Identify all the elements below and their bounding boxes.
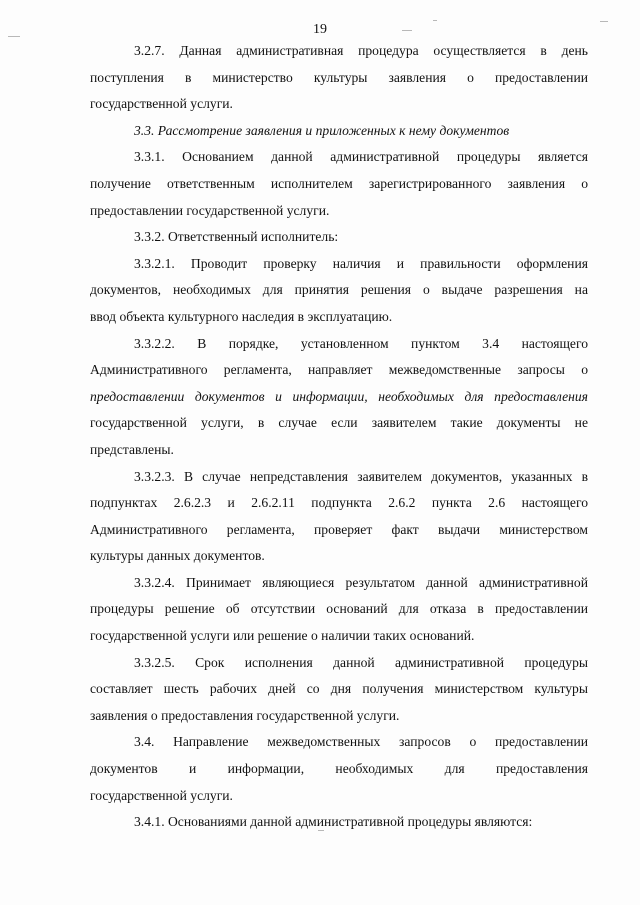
text-line: поступления в министерство культуры заявления о предоставлении bbox=[90, 69, 588, 85]
text-line: Административного регламента, проверяет факт выдачи министерством bbox=[90, 521, 588, 537]
text-line: составляет шесть рабочих дней со дня получения министерством культуры bbox=[90, 681, 588, 697]
text-line: государственной услуги или решение о наличии таких оснований. bbox=[90, 628, 475, 644]
text-line: получение ответственным исполнителем зарегистрированного заявления о bbox=[90, 175, 588, 191]
paragraph bbox=[90, 331, 588, 464]
section-heading bbox=[90, 118, 588, 145]
text-line: государственной услуги. bbox=[90, 96, 233, 112]
paragraph bbox=[90, 570, 588, 650]
text-line: 3.3.2. Ответственный исполнитель: bbox=[134, 229, 339, 245]
paragraph bbox=[90, 224, 588, 251]
scan-speck bbox=[600, 21, 608, 22]
scan-speck bbox=[8, 36, 20, 37]
scan-speck bbox=[402, 30, 412, 31]
text-line: предоставлении государственной услуги. bbox=[90, 202, 330, 218]
page-number: 19 bbox=[313, 22, 327, 37]
paragraph bbox=[90, 809, 588, 836]
scan-speck bbox=[433, 20, 437, 21]
text-line: ввод объекта культурного наследия в эксплуатацию. bbox=[90, 308, 393, 324]
text-line: заявления о предоставления государственной услуги. bbox=[90, 707, 400, 723]
text-line: 3.3.2.2. В порядке, установленном пунктом 3.4 настоящего bbox=[134, 335, 588, 351]
paragraph bbox=[90, 38, 588, 118]
paragraph bbox=[90, 729, 588, 809]
text-line: 3.2.7. Данная административная процедура осуществляется в день bbox=[134, 43, 588, 58]
text-line: 3.4. Направление межведомственных запросов о предоставлении bbox=[134, 734, 588, 750]
text-line: 3.3.2.4. Принимает являющиеся результатом данной административной bbox=[134, 574, 588, 590]
text-line: представлены. bbox=[90, 441, 174, 457]
document-body bbox=[90, 38, 588, 836]
text-line: культуры данных документов. bbox=[90, 548, 265, 564]
paragraph bbox=[90, 464, 588, 570]
text-line: государственной услуги. bbox=[90, 787, 233, 803]
paragraph bbox=[90, 144, 588, 224]
text-line: Административного регламента, направляет межведомственные запросы о bbox=[90, 362, 588, 378]
text-line: 3.3. Рассмотрение заявления и приложенных к нему документов bbox=[134, 122, 510, 138]
text-line: 3.3.2.5. Срок исполнения данной административной процедуры bbox=[134, 654, 588, 670]
text-line: подпунктах 2.6.2.3 и 2.6.2.11 подпункта 2.6.2 пункта 2.6 настоящего bbox=[90, 495, 588, 511]
text-line: 3.3.1. Основанием данной административной процедуры является bbox=[134, 149, 588, 165]
text-line: 3.3.2.1. Проводит проверку наличия и правильности оформления bbox=[134, 255, 588, 271]
text-line: документов, необходимых для принятия решения о выдаче разрешения на bbox=[90, 282, 588, 298]
text-line: 3.3.2.3. В случае непредставления заявителем документов, указанных в bbox=[134, 468, 588, 484]
paragraph bbox=[90, 650, 588, 730]
text-line: документов и информации, необходимых для предоставления bbox=[90, 761, 588, 777]
text-line: процедуры решение об отсутствии оснований для отказа в предоставлении bbox=[90, 601, 588, 617]
text-line: государственной услуги, в случае если заявителем такие документы не bbox=[90, 415, 588, 431]
text-line: предоставлении документов и информации, необходимых для предоставления bbox=[90, 388, 588, 404]
text-line: 3.4.1. Основаниями данной административной процедуры являются: bbox=[134, 814, 533, 830]
paragraph bbox=[90, 251, 588, 331]
